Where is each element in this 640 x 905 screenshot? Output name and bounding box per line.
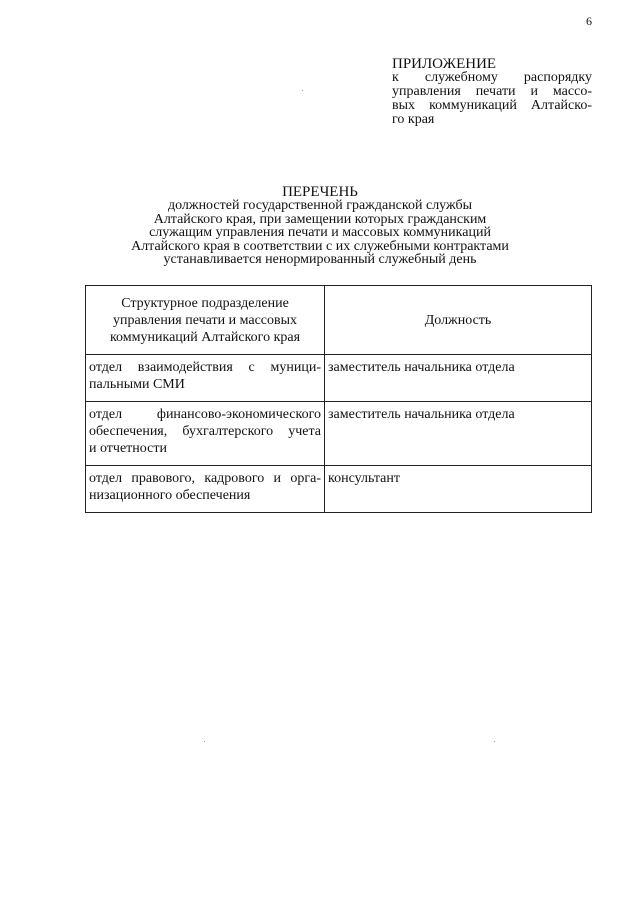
header-unit-line: управления печати и массовых (112, 312, 298, 328)
document-title (0, 186, 640, 266)
header-unit (86, 286, 325, 355)
header-unit-line: Структурное подразделение (121, 295, 289, 311)
scan-speck (204, 741, 205, 742)
cell-unit (86, 466, 325, 513)
cell-unit-line: и отчетности (89, 441, 167, 456)
title-line: служащим управления печати и массовых коммуникаций (149, 225, 491, 241)
table-row (86, 402, 592, 466)
cell-unit-line: отдел взаимодействия с муници- (89, 360, 321, 375)
page-number: 6 (586, 14, 592, 28)
title-line: Алтайского края в соответствии с их служебными контрактами (131, 238, 509, 254)
title-line: Алтайского края, при замещении которых гражданским (153, 211, 487, 227)
scan-speck (302, 90, 303, 91)
positions-table (85, 285, 592, 513)
cell-position: заместитель начальника отдела (325, 402, 592, 466)
header-unit-line: коммуникаций Алтайского края (109, 329, 301, 345)
scan-speck (494, 741, 495, 742)
cell-position: консультант (325, 466, 592, 513)
appendix-heading: ПРИЛОЖЕНИЕ (392, 56, 497, 72)
cell-position: заместитель начальника отдела (325, 355, 592, 402)
table-header-row (86, 286, 592, 355)
cell-unit (86, 355, 325, 402)
cell-unit-line: пальными СМИ (89, 377, 185, 392)
header-position: Должность (325, 286, 592, 355)
cell-unit-line: отдел финансово-экономического (89, 407, 321, 422)
appendix-line: к служебному распорядку (392, 70, 592, 85)
appendix-line: вых коммуникаций Алтайско- (392, 98, 592, 113)
table-row (86, 355, 592, 402)
title-line: должностей государственной гражданской службы (167, 198, 473, 214)
cell-unit-line: отдел правового, кадрового и орга- (89, 471, 321, 486)
appendix-block (392, 57, 592, 127)
appendix-line: управления печати и массо- (392, 84, 592, 99)
table-row (86, 466, 592, 513)
cell-unit-line: низационного обеспечения (89, 488, 251, 503)
title-line: устанавливается ненормированный служебный день (163, 252, 477, 268)
appendix-line: го края (392, 112, 435, 127)
cell-unit-line: обеспечения, бухгалтерского учета (89, 424, 321, 439)
cell-unit (86, 402, 325, 466)
title-main: ПЕРЕЧЕНЬ (282, 184, 358, 200)
